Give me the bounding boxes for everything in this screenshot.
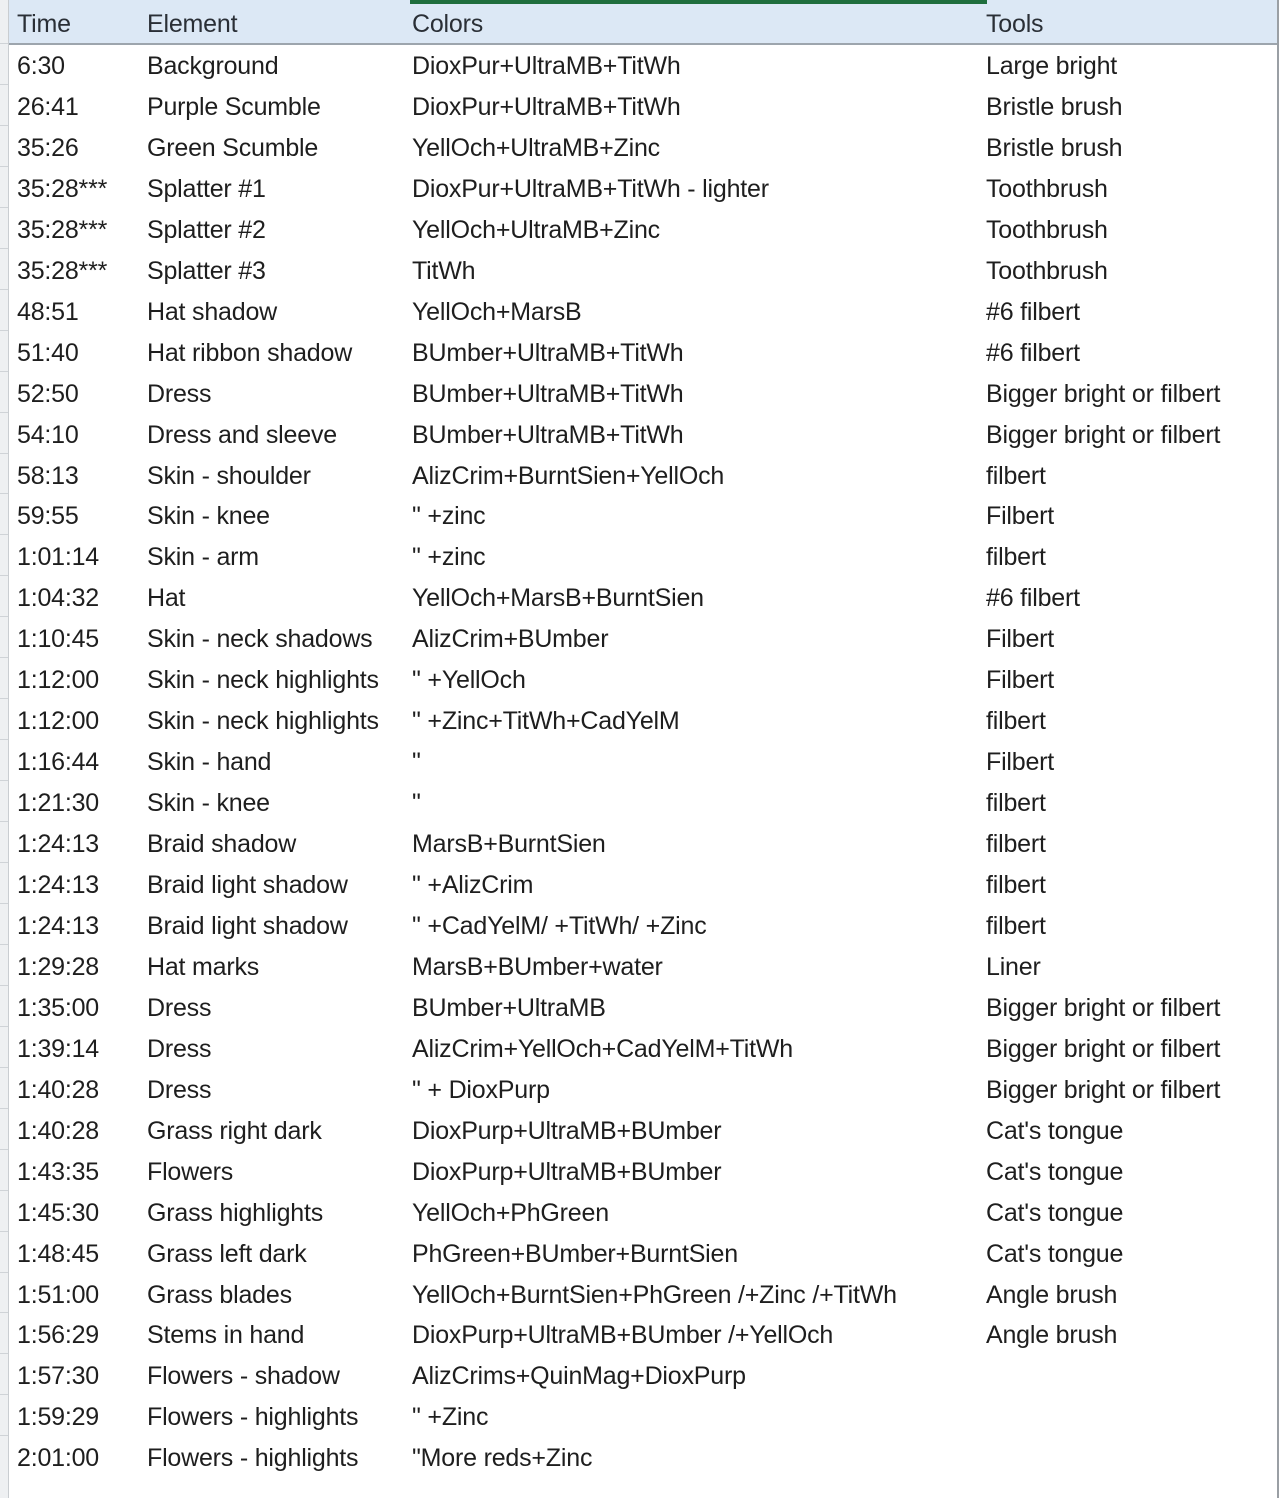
- cell-time[interactable]: 1:40:28: [17, 1075, 100, 1104]
- cell-element[interactable]: Skin - neck shadows: [147, 625, 373, 654]
- row-header-divider: [0, 371, 8, 372]
- cell-colors[interactable]: " +zinc: [412, 502, 486, 531]
- cell-colors[interactable]: BUmber+UltraMB+TitWh: [412, 338, 684, 367]
- column-header-colors[interactable]: Colors: [412, 10, 484, 38]
- cell-tools[interactable]: Bigger bright or filbert: [986, 1034, 1221, 1063]
- cell-time[interactable]: 1:39:14: [17, 1034, 100, 1063]
- cell-element[interactable]: Stems in hand: [147, 1321, 305, 1350]
- cell-colors[interactable]: " +zinc: [412, 543, 486, 572]
- cell-time[interactable]: 35:28***: [17, 215, 108, 244]
- cell-time[interactable]: 1:21:30: [17, 789, 100, 818]
- row-header-divider: [0, 248, 8, 249]
- cell-colors[interactable]: " +Zinc: [412, 1403, 489, 1432]
- cell-time[interactable]: 1:51:00: [17, 1280, 100, 1309]
- table-row: [9, 170, 1277, 211]
- cell-colors[interactable]: DioxPur+UltraMB+TitWh: [412, 92, 681, 121]
- cell-time[interactable]: 1:04:32: [17, 584, 100, 613]
- cell-element[interactable]: Splatter #3: [147, 256, 266, 285]
- cell-time[interactable]: 51:40: [17, 338, 79, 367]
- cell-tools[interactable]: filbert: [986, 911, 1046, 940]
- row-header-divider: [0, 985, 8, 986]
- cell-colors[interactable]: DioxPurp+UltraMB+BUmber: [412, 1116, 722, 1145]
- cell-element[interactable]: Skin - hand: [147, 748, 272, 777]
- cell-colors[interactable]: PhGreen+BUmber+BurntSien: [412, 1239, 738, 1268]
- row-header-divider: [0, 1067, 8, 1068]
- table-row: [9, 47, 1277, 88]
- cell-time[interactable]: 1:24:13: [17, 830, 100, 859]
- table-row: [9, 1357, 1277, 1398]
- cell-tools[interactable]: Toothbrush: [986, 174, 1108, 203]
- cell-tools[interactable]: Filbert: [986, 502, 1055, 531]
- row-header-divider: [0, 1231, 8, 1232]
- cell-element[interactable]: Dress: [147, 1075, 212, 1104]
- row-header-divider: [0, 657, 8, 658]
- cell-time[interactable]: 1:24:13: [17, 871, 100, 899]
- cell-tools[interactable]: filbert: [986, 543, 1046, 572]
- cell-time[interactable]: 52:50: [17, 379, 79, 408]
- cell-colors[interactable]: YellOch+UltraMB+Zinc: [412, 133, 660, 162]
- row-header-divider: [0, 166, 8, 167]
- cell-tools[interactable]: Cat's tongue: [986, 1157, 1124, 1186]
- cell-time[interactable]: 1:01:14: [17, 543, 100, 572]
- cell-element[interactable]: Skin - shoulder: [147, 461, 311, 490]
- row-header-divider: [0, 1149, 8, 1150]
- cell-element[interactable]: Grass blades: [147, 1280, 292, 1309]
- cell-colors[interactable]: DioxPurp+UltraMB+BUmber: [412, 1157, 722, 1186]
- row-header-divider: [0, 1108, 8, 1109]
- table-row: [9, 1194, 1277, 1235]
- table-row: [9, 1316, 1277, 1357]
- cell-time[interactable]: 35:28***: [17, 174, 108, 203]
- table-row: [9, 1030, 1277, 1071]
- column-header-element[interactable]: Element: [147, 10, 238, 38]
- cell-tools[interactable]: filbert: [986, 461, 1046, 490]
- cell-time[interactable]: 26:41: [17, 92, 79, 121]
- row-header-divider: [0, 125, 8, 126]
- table-row: [9, 1153, 1277, 1194]
- row-header-divider: [0, 903, 8, 904]
- column-header-time[interactable]: Time: [17, 10, 71, 38]
- row-header-divider: [0, 207, 8, 208]
- row-header-divider: [0, 330, 8, 331]
- table-row: [9, 416, 1277, 457]
- cell-tools[interactable]: Filbert: [986, 666, 1055, 695]
- row-header-divider: [0, 534, 8, 535]
- table-row: [9, 948, 1277, 989]
- table-row: [9, 334, 1277, 375]
- cell-element[interactable]: Grass highlights: [147, 1198, 324, 1227]
- table-row: [9, 579, 1277, 620]
- table-row: [9, 1398, 1277, 1439]
- cell-element[interactable]: Dress and sleeve: [147, 420, 337, 449]
- cell-tools[interactable]: Bristle brush: [986, 92, 1123, 121]
- cell-colors[interactable]: BUmber+UltraMB+TitWh: [412, 420, 684, 449]
- cell-time[interactable]: 1:59:29: [17, 1403, 100, 1432]
- table-row: [9, 497, 1277, 538]
- row-header-divider: [0, 493, 8, 494]
- row-header-divider: [0, 412, 8, 413]
- table-row: [9, 293, 1277, 334]
- cell-time[interactable]: 2:01:00: [17, 1444, 100, 1473]
- cell-colors[interactable]: " + DioxPurp: [412, 1075, 550, 1104]
- cell-tools[interactable]: Toothbrush: [986, 256, 1108, 285]
- cell-time[interactable]: 58:13: [17, 461, 79, 490]
- cell-colors[interactable]: " +CadYelM/ +TitWh/ +Zinc: [412, 911, 707, 940]
- cell-tools[interactable]: Cat's tongue: [986, 1239, 1124, 1268]
- cell-time[interactable]: 35:26: [17, 133, 79, 162]
- cell-colors[interactable]: " +AlizCrim: [412, 871, 534, 899]
- cell-colors[interactable]: YellOch+BurntSien+PhGreen /+Zinc /+TitWh: [412, 1280, 897, 1309]
- cell-colors[interactable]: MarsB+BurntSien: [412, 830, 606, 859]
- table-row: [9, 743, 1277, 784]
- cell-element[interactable]: Flowers: [147, 1157, 234, 1186]
- row-header-divider: [0, 575, 8, 576]
- row-header-divider: [0, 944, 8, 945]
- cell-colors[interactable]: " +YellOch: [412, 666, 526, 695]
- row-header-strip[interactable]: [0, 0, 9, 1498]
- cell-time[interactable]: 1:12:00: [17, 707, 100, 736]
- table-row: [9, 1112, 1277, 1153]
- row-header-divider: [0, 1435, 8, 1436]
- sheet-right-border: [1277, 0, 1279, 1498]
- table-row: [9, 1439, 1277, 1480]
- cell-element[interactable]: Braid light shadow: [147, 871, 348, 899]
- cell-tools[interactable]: Bigger bright or filbert: [986, 993, 1221, 1022]
- table-row: [9, 866, 1277, 907]
- cell-colors[interactable]: BUmber+UltraMB+TitWh: [412, 379, 684, 408]
- cell-tools[interactable]: Angle brush: [986, 1321, 1118, 1350]
- table-row: [9, 907, 1277, 948]
- cell-element[interactable]: Skin - knee: [147, 502, 270, 531]
- row-header-divider: [0, 616, 8, 617]
- table-row: [9, 129, 1277, 170]
- row-header-divider: [0, 1353, 8, 1354]
- cell-colors[interactable]: YellOch+UltraMB+Zinc: [412, 215, 660, 244]
- cell-colors[interactable]: BUmber+UltraMB: [412, 993, 606, 1022]
- cell-element[interactable]: Hat: [147, 584, 186, 613]
- row-header-divider: [0, 1312, 8, 1313]
- table-row: [9, 1071, 1277, 1112]
- cell-time[interactable]: 1:40:28: [17, 1116, 100, 1145]
- cell-element[interactable]: Green Scumble: [147, 133, 319, 162]
- cell-element[interactable]: Grass right dark: [147, 1116, 322, 1145]
- row-header-divider: [0, 1026, 8, 1027]
- cell-tools[interactable]: Filbert: [986, 625, 1055, 654]
- table-row: [9, 825, 1277, 866]
- cell-element[interactable]: Braid shadow: [147, 830, 297, 859]
- row-header-divider: [0, 1272, 8, 1273]
- cell-time[interactable]: 59:55: [17, 502, 79, 531]
- row-header-divider: [0, 780, 8, 781]
- cell-colors[interactable]: AlizCrims+QuinMag+DioxPurp: [412, 1362, 746, 1391]
- cell-colors[interactable]: AlizCrim+YellOch+CadYelM+TitWh: [412, 1034, 793, 1063]
- table-row: [9, 375, 1277, 416]
- cell-colors[interactable]: YellOch+MarsB: [412, 297, 582, 326]
- cell-time[interactable]: 1:57:30: [17, 1362, 100, 1391]
- cell-colors[interactable]: DioxPur+UltraMB+TitWh - lighter: [412, 174, 769, 203]
- cell-tools[interactable]: Liner: [986, 952, 1041, 981]
- cell-colors[interactable]: AlizCrim+BurntSien+YellOch: [412, 461, 725, 490]
- cell-time[interactable]: 1:43:35: [17, 1157, 100, 1186]
- row-header-divider: [0, 862, 8, 863]
- cell-tools[interactable]: Toothbrush: [986, 215, 1108, 244]
- cell-element[interactable]: Flowers - highlights: [147, 1444, 359, 1473]
- cell-time[interactable]: 1:45:30: [17, 1198, 100, 1227]
- cell-tools[interactable]: filbert: [986, 707, 1046, 736]
- cell-colors[interactable]: ": [412, 748, 421, 777]
- cell-element[interactable]: Hat ribbon shadow: [147, 338, 353, 367]
- cell-colors[interactable]: ": [412, 789, 421, 818]
- table-row: [9, 620, 1277, 661]
- cell-tools[interactable]: filbert: [986, 830, 1046, 859]
- cell-tools[interactable]: #6 filbert: [986, 584, 1080, 613]
- cell-colors[interactable]: AlizCrim+BUmber: [412, 625, 609, 654]
- cell-tools[interactable]: #6 filbert: [986, 338, 1080, 367]
- cell-tools[interactable]: Bigger bright or filbert: [986, 379, 1221, 408]
- cell-element[interactable]: Hat shadow: [147, 297, 278, 326]
- cell-time[interactable]: 6:30: [17, 52, 65, 80]
- cell-time[interactable]: 1:12:00: [17, 666, 100, 695]
- cell-element[interactable]: Flowers - highlights: [147, 1403, 359, 1432]
- cell-element[interactable]: Skin - arm: [147, 543, 259, 572]
- cell-tools[interactable]: Cat's tongue: [986, 1116, 1124, 1145]
- cell-element[interactable]: Purple Scumble: [147, 92, 321, 121]
- cell-tools[interactable]: filbert: [986, 871, 1046, 899]
- cell-tools[interactable]: Bristle brush: [986, 133, 1123, 162]
- selected-column-indicator: [410, 0, 987, 4]
- cell-element[interactable]: Skin - neck highlights: [147, 666, 379, 695]
- cell-tools[interactable]: filbert: [986, 789, 1046, 818]
- cell-time[interactable]: 48:51: [17, 297, 79, 326]
- cell-element[interactable]: Skin - knee: [147, 789, 270, 818]
- cell-element[interactable]: Dress: [147, 379, 212, 408]
- cell-element[interactable]: Grass left dark: [147, 1239, 307, 1268]
- cell-time[interactable]: 1:48:45: [17, 1239, 100, 1268]
- cell-element[interactable]: Splatter #2: [147, 215, 266, 244]
- table-row: [9, 538, 1277, 579]
- row-header-divider: [0, 1394, 8, 1395]
- row-header-divider: [0, 84, 8, 85]
- cell-tools[interactable]: Bigger bright or filbert: [986, 420, 1221, 449]
- cell-time[interactable]: 54:10: [17, 420, 79, 449]
- cell-element[interactable]: Skin - neck highlights: [147, 707, 379, 736]
- cell-tools[interactable]: Large bright: [986, 52, 1118, 80]
- cell-time[interactable]: 1:24:13: [17, 911, 100, 940]
- cell-colors[interactable]: YellOch+MarsB+BurntSien: [412, 584, 704, 613]
- cell-colors[interactable]: DioxPurp+UltraMB+BUmber /+YellOch: [412, 1321, 834, 1350]
- table-row: [9, 1235, 1277, 1276]
- cell-colors[interactable]: "More reds+Zinc: [412, 1444, 593, 1473]
- row-header-divider: [0, 43, 8, 44]
- cell-element[interactable]: Hat marks: [147, 952, 260, 981]
- table-row: [9, 702, 1277, 743]
- cell-tools[interactable]: Cat's tongue: [986, 1198, 1124, 1227]
- cell-element[interactable]: Splatter #1: [147, 174, 266, 203]
- table-row: [9, 211, 1277, 252]
- cell-tools[interactable]: #6 filbert: [986, 297, 1080, 326]
- table-row: [9, 1276, 1277, 1317]
- row-header-divider: [0, 698, 8, 699]
- cell-time[interactable]: 1:29:28: [17, 952, 100, 981]
- cell-time[interactable]: 1:16:44: [17, 748, 100, 777]
- row-header-divider: [0, 1190, 8, 1191]
- cell-time[interactable]: 1:56:29: [17, 1321, 100, 1350]
- row-header-divider: [0, 739, 8, 740]
- table-row: [9, 88, 1277, 129]
- table-row: [9, 784, 1277, 825]
- table-row: [9, 989, 1277, 1030]
- cell-element[interactable]: Dress: [147, 993, 212, 1022]
- cell-element[interactable]: Braid light shadow: [147, 911, 348, 940]
- cell-element[interactable]: Flowers - shadow: [147, 1362, 340, 1391]
- cell-colors[interactable]: TitWh: [412, 256, 476, 285]
- cell-colors[interactable]: " +Zinc+TitWh+CadYelM: [412, 707, 680, 736]
- cell-element[interactable]: Background: [147, 52, 279, 80]
- cell-tools[interactable]: Angle brush: [986, 1280, 1118, 1309]
- row-header-divider: [0, 821, 8, 822]
- cell-colors[interactable]: YellOch+PhGreen: [412, 1198, 609, 1227]
- row-header-divider: [0, 289, 8, 290]
- row-header-divider: [0, 453, 8, 454]
- cell-colors[interactable]: DioxPur+UltraMB+TitWh: [412, 52, 681, 80]
- cell-tools[interactable]: Filbert: [986, 748, 1055, 777]
- cell-tools[interactable]: Bigger bright or filbert: [986, 1075, 1221, 1104]
- cell-element[interactable]: Dress: [147, 1034, 212, 1063]
- column-header-tools[interactable]: Tools: [986, 10, 1044, 38]
- cell-time[interactable]: 1:35:00: [17, 993, 100, 1022]
- cell-time[interactable]: 1:10:45: [17, 625, 100, 654]
- cell-colors[interactable]: MarsB+BUmber+water: [412, 952, 663, 981]
- table-row: [9, 457, 1277, 498]
- cell-time[interactable]: 35:28***: [17, 256, 108, 285]
- table-row: [9, 661, 1277, 702]
- table-row: [9, 252, 1277, 293]
